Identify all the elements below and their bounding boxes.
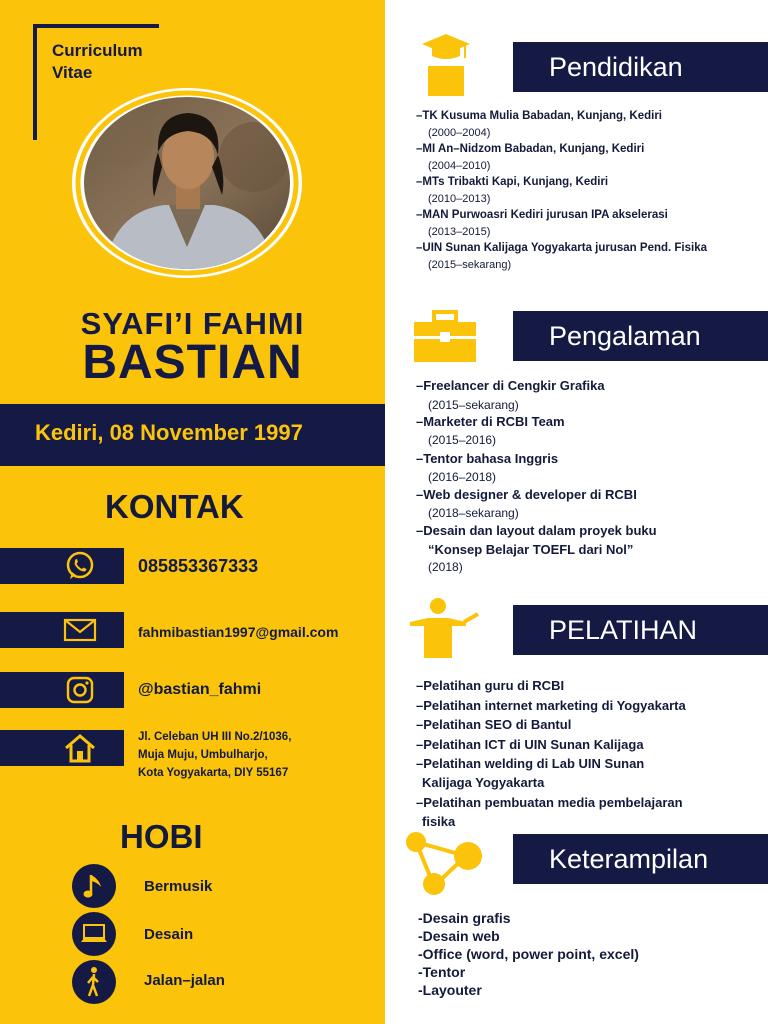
contact-heading: KONTAK [105, 488, 244, 525]
cv-title: Curriculum Vitae [52, 41, 143, 82]
training-item: Kalijaga Yogyakarta [422, 775, 545, 790]
birth-place-date: Kediri, 08 November 1997 [35, 420, 303, 445]
education-item: –UIN Sunan Kalijaga Yogyakarta jurusan Pend. Fisika [416, 242, 708, 254]
education-years: (2015–sekarang) [428, 259, 512, 271]
experience-item: –Freelancer di Cengkir Grafika [416, 378, 605, 393]
hobby-label: Bermusik [144, 878, 213, 895]
skill-item: -Desain web [418, 928, 500, 944]
hobby-heading: HOBI [120, 818, 203, 855]
address-line: Kota Yogyakarta, DIY 55167 [138, 767, 289, 779]
education-header: Pendidikan [513, 42, 768, 92]
envelope-icon [60, 612, 100, 648]
instagram-handle[interactable]: @bastian_fahmi [138, 681, 262, 698]
first-name: SYAFI’I FAHMI [80, 306, 305, 341]
experience-item: –Desain dan layout dalam proyek buku [416, 523, 657, 538]
network-icon [404, 830, 486, 901]
experience-item: –Tentor bahasa Inggris [416, 451, 559, 466]
experience-item-subtitle: “Konsep Belajar TOEFL dari Nol” [428, 542, 634, 557]
skill-item: -Tentor [418, 964, 466, 980]
training-header: PELATIHAN [513, 605, 768, 655]
laptop-icon [72, 912, 116, 956]
house-icon [60, 730, 100, 766]
address [138, 728, 291, 782]
education-years: (2004–2010) [428, 160, 491, 172]
instagram-icon [60, 672, 100, 708]
education-years: (2000–2004) [428, 127, 491, 139]
phone-number[interactable]: 085853367333 [138, 556, 259, 576]
teacher-icon [408, 596, 480, 665]
skill-item: -Desain grafis [418, 910, 511, 926]
experience-header: Pengalaman [513, 311, 768, 361]
education-years: (2010–2013) [428, 193, 491, 205]
training-item: –Pelatihan pembuatan media pembelajaran [416, 795, 683, 810]
training-item: –Pelatihan SEO di Bantul [416, 717, 572, 732]
skill-item: -Office (word, power point, excel) [418, 946, 639, 962]
briefcase-icon [412, 310, 478, 369]
cv-bracket-top-line [33, 24, 159, 28]
training-item: –Pelatihan guru di RCBI [416, 678, 565, 693]
education-years: (2013–2015) [428, 226, 491, 238]
skill-item: -Layouter [418, 982, 482, 998]
education-item: –MAN Purwoasri Kediri jurusan IPA akselerasi [416, 209, 668, 221]
email-address[interactable]: fahmibastian1997@gmail.com [138, 624, 339, 640]
last-name: BASTIAN [82, 336, 303, 389]
music-note-icon [72, 864, 116, 908]
graduation-cap-icon [420, 30, 472, 101]
hobby-label: Jalan–jalan [144, 972, 225, 989]
skills-header: Keterampilan [513, 834, 768, 884]
education-item: –MTs Tribakti Kapi, Kunjang, Kediri [416, 176, 609, 188]
whatsapp-icon [60, 548, 100, 584]
experience-years: (2015–sekarang) [428, 398, 519, 412]
training-item: –Pelatihan ICT di UIN Sunan Kalijaga [416, 737, 644, 752]
experience-years: (2015–2016) [428, 433, 497, 447]
experience-item: –Web designer & developer di RCBI [416, 487, 637, 502]
training-item: –Pelatihan welding di Lab UIN Sunan [416, 756, 645, 771]
experience-years: (2018–sekarang) [428, 506, 519, 520]
education-item: –TK Kusuma Mulia Babadan, Kunjang, Kediri [416, 110, 663, 122]
experience-years: (2018) [428, 560, 463, 574]
hobby-label: Desain [144, 926, 194, 943]
walking-person-icon [72, 960, 116, 1004]
experience-item: –Marketer di RCBI Team [416, 414, 565, 429]
cv-bracket-line [33, 24, 37, 140]
experience-years: (2016–2018) [428, 470, 497, 484]
address-line: Jl. Celeban UH III No.2/1036, [138, 731, 292, 743]
education-item: –MI An–Nidzom Babadan, Kunjang, Kediri [416, 143, 645, 155]
training-item: –Pelatihan internet marketing di Yogyakarta [416, 698, 686, 713]
profile-photo [84, 97, 290, 269]
training-item: fisika [422, 814, 456, 829]
address-line: Muja Muju, Umbulharjo, [138, 749, 268, 761]
